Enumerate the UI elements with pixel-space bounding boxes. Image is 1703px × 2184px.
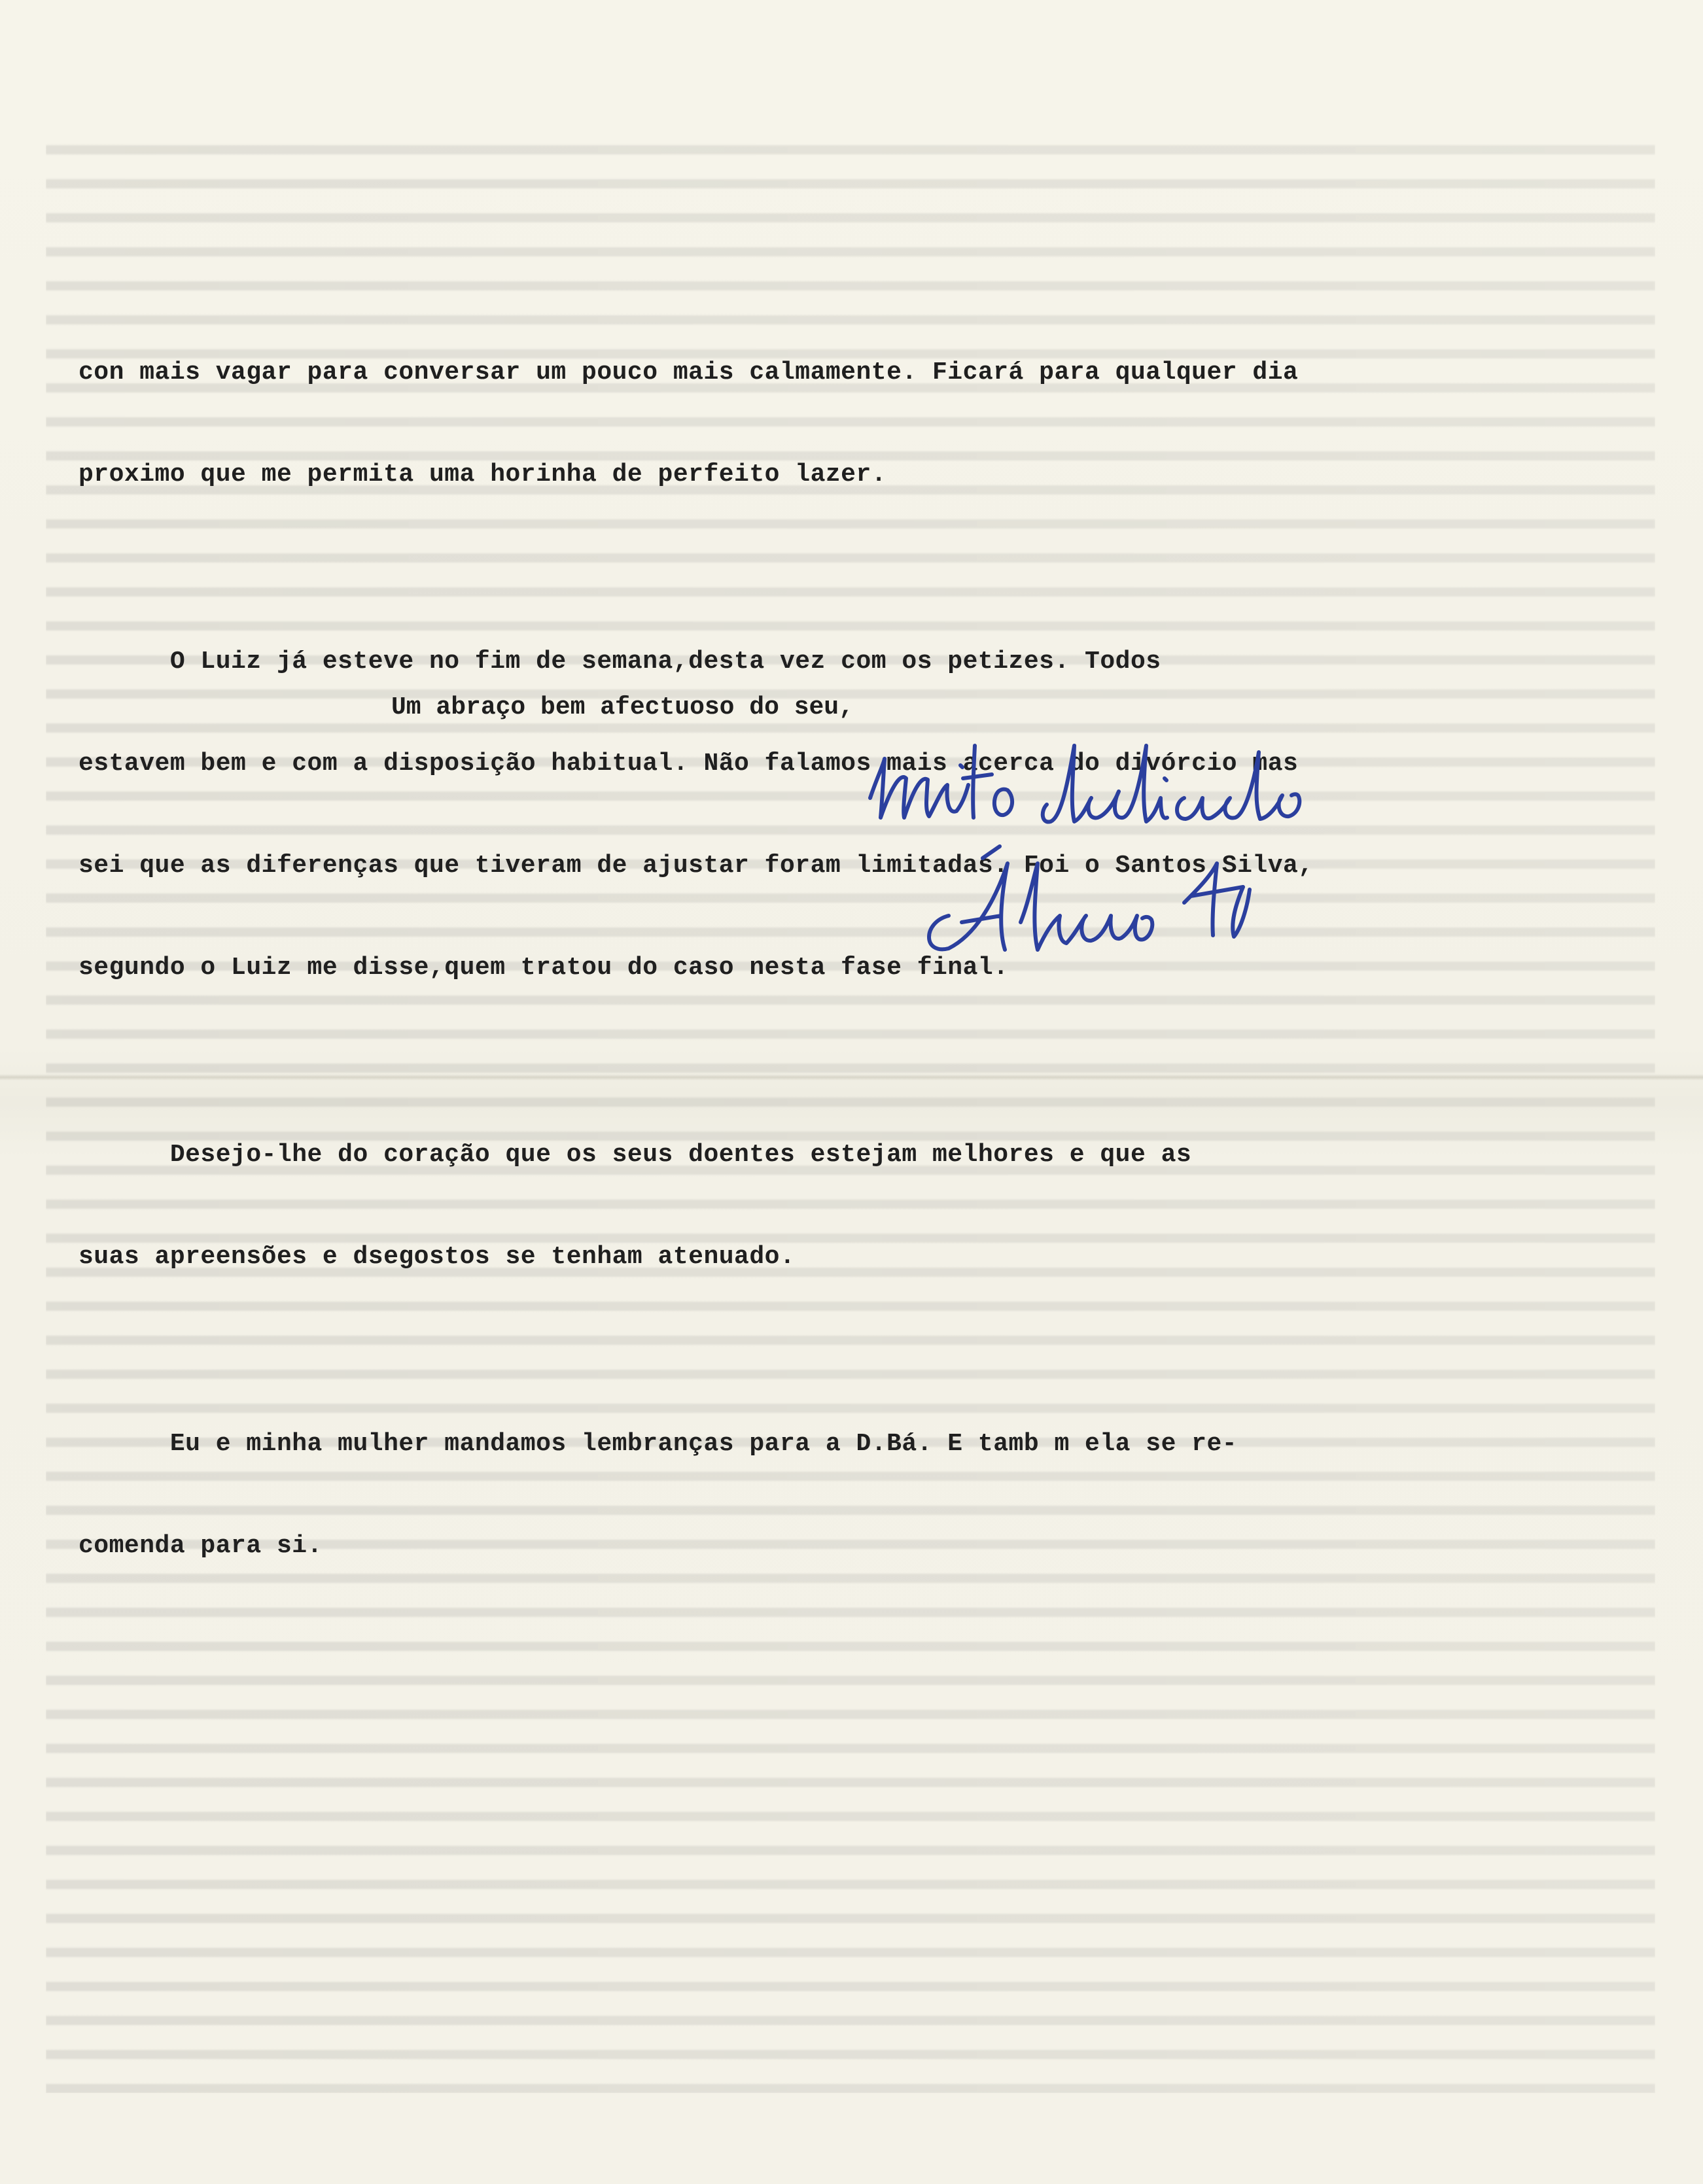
paragraph-4 (79, 1359, 1557, 1631)
handwritten-signature (844, 706, 1341, 968)
text-line: segundo o Luiz me disse,quem tratou do caso nesta fase final. (79, 954, 1009, 982)
text-line: estavem bem e com a disposição habitual. Não falamos mais acerca do divórcio mas (79, 750, 1299, 778)
text-line: suas apreensões e dsegostos se tenham atenuado. (79, 1243, 796, 1271)
paragraph-3 (79, 1070, 1557, 1342)
paragraph-1 (79, 288, 1557, 560)
text-line: Desejo-lhe do coração que os seus doentes estejam melhores e que as (79, 1141, 1192, 1169)
closing-line: Um abraço bem afectuoso do seu, (391, 693, 854, 721)
letter-body (79, 288, 1557, 1648)
text-line: proximo que me permita uma horinha de perfeito lazer. (79, 460, 887, 489)
text-line: O Luiz já esteve no fim de semana,desta vez com os petizes. Todos (79, 648, 1161, 676)
text-line: sei que as diferenças que tiveram de ajustar foram limitadas. Foi o Santos Silva, (79, 852, 1314, 880)
text-line: comenda para si. (79, 1532, 323, 1560)
text-line: Eu e minha mulher mandamos lembranças para a D.Bá. E tamb m ela se re- (79, 1430, 1238, 1458)
text-line: con mais vagar para conversar um pouco mais calmamente. Ficará para qualquer dia (79, 358, 1299, 387)
